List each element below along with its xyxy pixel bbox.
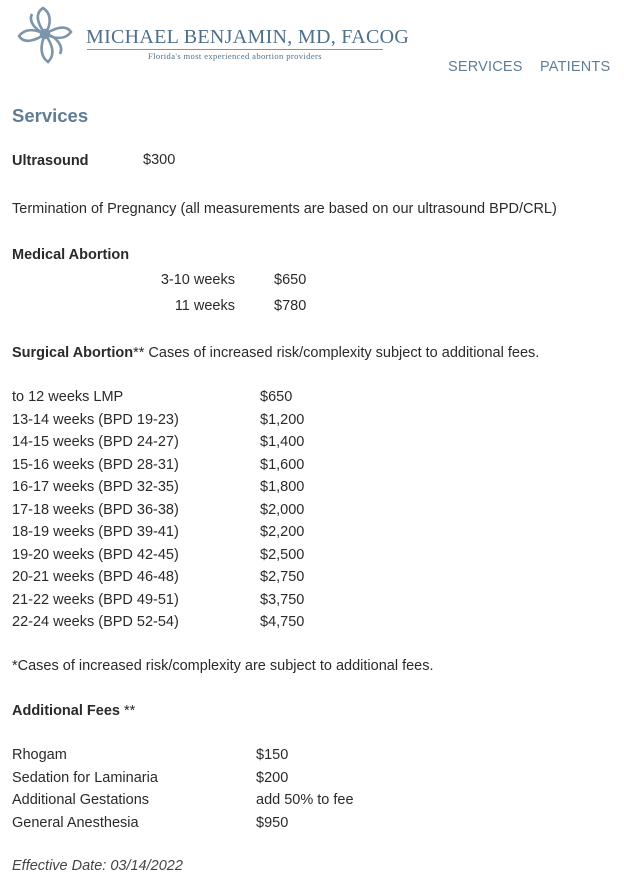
surgical-range: 18-19 weeks (BPD 39-41) <box>12 524 179 540</box>
additional-fees-heading-line <box>12 701 135 721</box>
flower-logo-icon[interactable] <box>10 4 80 70</box>
additional-fees-suffix: ** <box>119 703 136 719</box>
surgical-range: 22-24 weeks (BPD 52-54) <box>12 614 179 630</box>
medical-abortion-heading: Medical Abortion <box>12 247 130 263</box>
footnote: *Cases of increased risk/complexity are subject to additional fees. <box>12 658 434 674</box>
surgical-range: 13-14 weeks (BPD 19-23) <box>12 412 179 428</box>
additional-fees-heading: Additional Fees <box>12 703 120 719</box>
surgical-price: $650 <box>260 389 293 405</box>
nav-patients-link[interactable]: PATIENTS <box>540 59 611 75</box>
logo-title[interactable]: MICHAEL BENJAMIN, MD, FACOG <box>86 26 410 48</box>
surgical-price: $2,500 <box>260 547 305 563</box>
surgical-range: to 12 weeks LMP <box>12 389 124 405</box>
surgical-price: $1,600 <box>260 457 305 473</box>
surgical-price: $3,750 <box>260 592 305 608</box>
surgical-price: $2,200 <box>260 524 305 540</box>
termination-note: Termination of Pregnancy (all measurements are based on our ultrasound BPD/CRL) <box>12 201 557 217</box>
surgical-range: 20-21 weeks (BPD 46-48) <box>12 569 179 585</box>
logo-tagline: Florida's most experienced abortion providers <box>148 51 322 61</box>
ultrasound-price: $300 <box>143 152 176 168</box>
surgical-price: $1,400 <box>260 434 305 450</box>
medical-weeks: 11 weeks <box>174 298 235 314</box>
surgical-price: $1,200 <box>260 412 305 428</box>
medical-weeks: 3-10 weeks <box>160 272 235 288</box>
surgical-price: $2,750 <box>260 569 305 585</box>
surgical-price: $1,800 <box>260 479 305 495</box>
fee-price: $200 <box>256 770 289 786</box>
ultrasound-label: Ultrasound <box>12 153 89 169</box>
fee-label: Sedation for Laminaria <box>12 770 158 786</box>
medical-price: $780 <box>274 298 307 314</box>
surgical-range: 19-20 weeks (BPD 42-45) <box>12 547 179 563</box>
fee-label: General Anesthesia <box>12 815 139 831</box>
fee-price: $150 <box>256 747 289 763</box>
fee-label: Rhogam <box>12 747 67 763</box>
site-header <box>0 0 624 85</box>
surgical-range: 16-17 weeks (BPD 32-35) <box>12 479 179 495</box>
medical-price: $650 <box>274 272 307 288</box>
surgical-range: 17-18 weeks (BPD 36-38) <box>12 502 179 518</box>
surgical-range: 15-16 weeks (BPD 28-31) <box>12 457 179 473</box>
surgical-range: 14-15 weeks (BPD 24-27) <box>12 434 179 450</box>
surgical-abortion-heading: Surgical Abortion <box>12 345 134 361</box>
surgical-price: $4,750 <box>260 614 305 630</box>
surgical-range: 21-22 weeks (BPD 49-51) <box>12 592 179 608</box>
page-title: Services <box>12 105 89 126</box>
fee-label: Additional Gestations <box>12 792 150 808</box>
logo-divider <box>87 49 383 50</box>
surgical-abortion-heading-line <box>12 343 539 363</box>
surgical-price: $2,000 <box>260 502 305 518</box>
nav-services-link[interactable]: SERVICES <box>448 59 523 75</box>
fee-price: add 50% to fee <box>256 792 354 808</box>
effective-date: Effective Date: 03/14/2022 <box>12 858 183 874</box>
fee-price: $950 <box>256 815 289 831</box>
surgical-abortion-note: ** Cases of increased risk/complexity subject to additional fees. <box>133 345 540 361</box>
